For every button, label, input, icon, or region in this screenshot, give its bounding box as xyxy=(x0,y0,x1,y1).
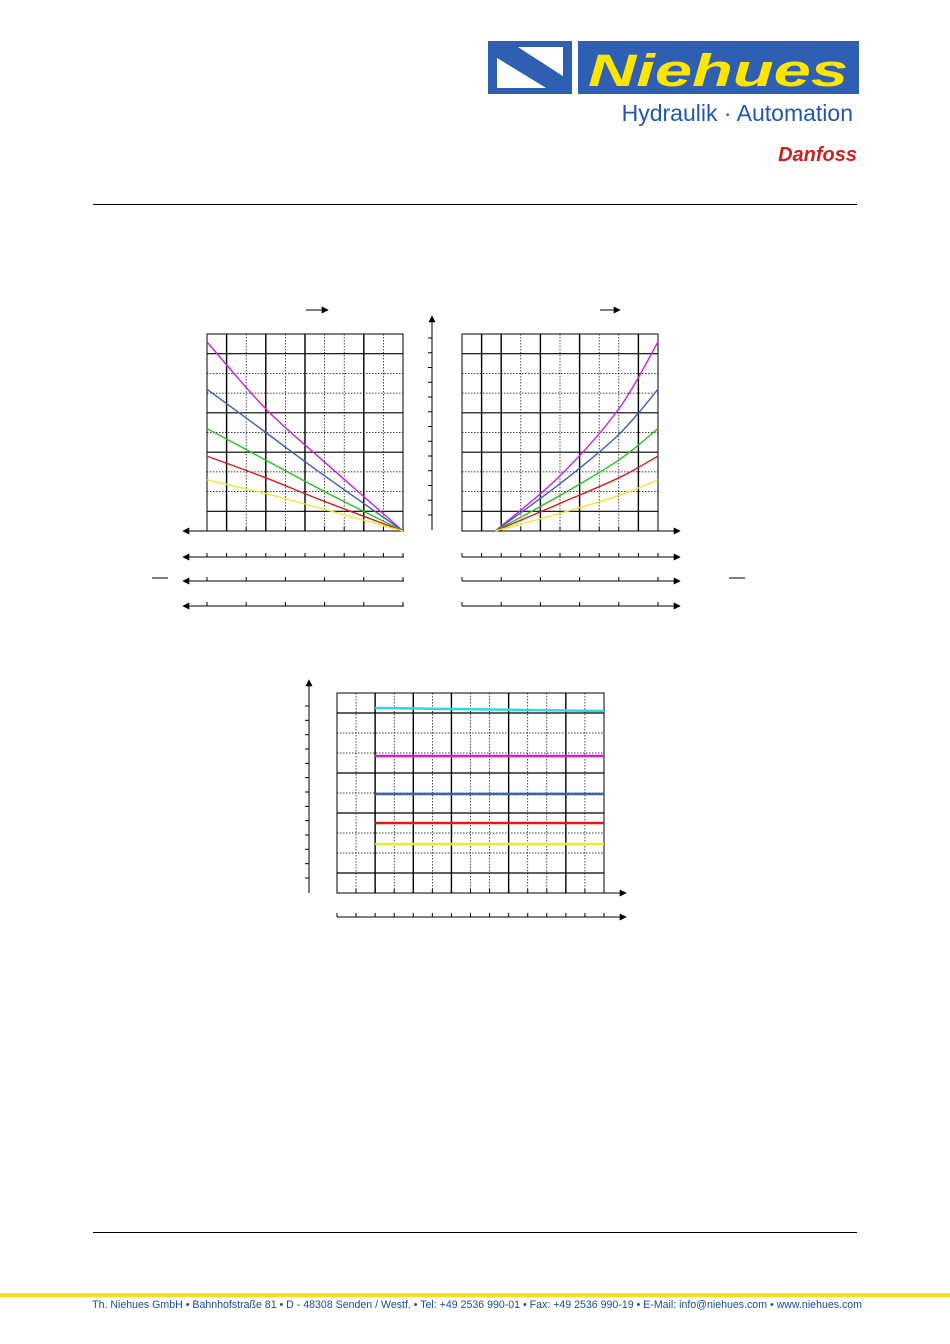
footer-divider xyxy=(93,1232,857,1233)
series-line-2 xyxy=(495,389,658,531)
chart-right-ascending xyxy=(462,334,658,531)
footer-color-band xyxy=(0,1293,950,1297)
series-line-1 xyxy=(495,342,658,531)
footer-contact-line: Th. Niehues GmbH • Bahnhofstraße 81 • D - 48308 Senden / Westf. • Tel: +49 2536 990-01 • Fax: +49 2536 990-19 • E-Mail: info@niehues.com • www.niehues.com xyxy=(92,1299,862,1311)
series-line-1 xyxy=(375,708,604,711)
series-line-4 xyxy=(495,456,658,531)
chart-bottom-flat xyxy=(337,693,604,893)
plot-frame xyxy=(462,334,658,531)
series-line-3 xyxy=(495,429,658,531)
brand-name: Niehues xyxy=(588,45,848,96)
brand-tagline: Hydraulik · Automation xyxy=(621,100,853,126)
partner-logo: Danfoss xyxy=(778,144,857,166)
series-line-5 xyxy=(495,480,658,531)
chart-left-descending xyxy=(207,334,403,531)
